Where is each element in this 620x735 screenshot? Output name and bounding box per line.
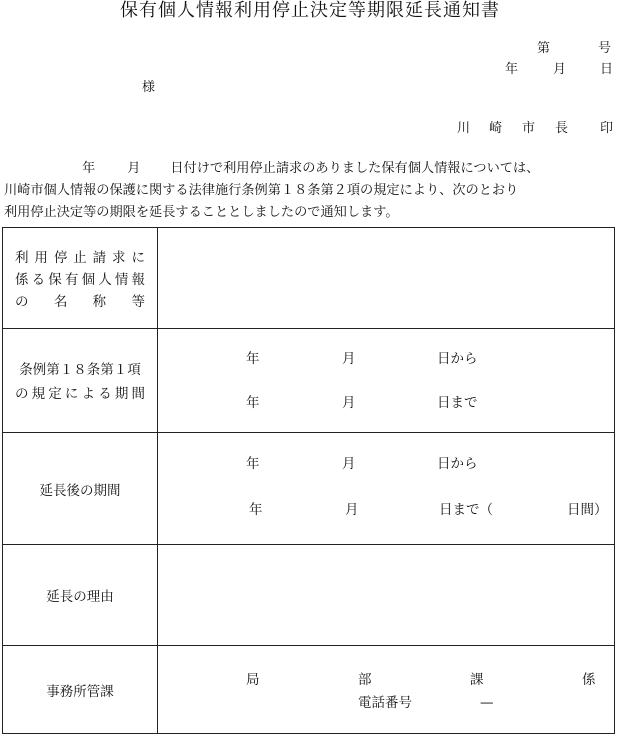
label-char: 利: [15, 250, 29, 266]
extended-to-month: 月: [345, 502, 359, 518]
label-line: [15, 267, 145, 289]
paragraph-line3: 利用停止決定等の期限を延長することとしましたので通知します。: [4, 205, 399, 220]
row-info-name: [3, 228, 615, 329]
label-char: 称: [92, 294, 107, 310]
value-extended-period[interactable]: [158, 433, 615, 545]
label-line: 条例第１８条第１項: [19, 361, 141, 378]
row-office: [3, 646, 615, 734]
label-char: 係: [15, 272, 29, 288]
label-extended-period: 延長後の期間: [3, 433, 158, 545]
label-office: 事務所管課: [3, 646, 158, 734]
extended-days: 日間）: [567, 502, 608, 518]
label-char: 停: [53, 250, 68, 266]
issuer-char: 長: [555, 121, 569, 136]
label-char: に: [64, 385, 79, 402]
office-department: 部: [358, 672, 372, 688]
label-char: 保: [48, 272, 62, 288]
extended-from-year: 年: [246, 456, 260, 472]
label-char: 間: [131, 385, 145, 402]
label-char: 等: [131, 294, 145, 310]
label-char: の: [15, 385, 29, 402]
number-suffix: 号: [598, 41, 612, 56]
label-char: 情: [114, 272, 129, 288]
number-prefix: 第: [537, 41, 551, 56]
date-month-label: 月: [553, 62, 567, 77]
period-to-month: 月: [342, 395, 356, 411]
extended-from-month: 月: [342, 456, 356, 472]
extended-from-day: 日から: [437, 456, 478, 472]
label-char: 止: [73, 250, 87, 266]
label-char: 規: [31, 385, 46, 402]
issuer-char: 川: [457, 121, 471, 136]
paragraph-line1: 日付けで利用停止請求のありました保有個人情報については、: [170, 161, 540, 176]
label-reason: 延長の理由: [3, 545, 158, 646]
label-char: 期: [114, 385, 129, 402]
office-section: 課: [470, 672, 484, 688]
label-char: 有: [64, 272, 79, 288]
label-char: 用: [34, 250, 48, 266]
row-extended-period: [3, 433, 615, 545]
paragraph-line2: 川崎市個人情報の保護に関する法律施行条例第１８条第２項の規定により、次のとおり: [4, 183, 519, 198]
label-char: に: [131, 250, 145, 266]
label-char: よ: [81, 385, 96, 402]
label-ordinance-period: [3, 329, 158, 433]
value-info-name[interactable]: [158, 228, 615, 329]
row-reason: [3, 545, 615, 646]
extended-to-year: 年: [249, 502, 263, 518]
label-char: 請: [92, 250, 107, 266]
label-line: [15, 381, 145, 403]
phone-label: 電話番号: [358, 695, 412, 711]
seal-mark: 印: [600, 121, 614, 136]
issuer-char: 崎: [489, 121, 503, 136]
value-ordinance-period[interactable]: [158, 329, 615, 433]
label-char: る: [98, 385, 112, 402]
period-from-day: 日から: [437, 351, 478, 367]
paragraph-month: 月: [127, 161, 141, 176]
extended-to-day: 日まで（: [439, 502, 493, 518]
notice-paragraph: [4, 158, 616, 224]
issuer-char: 市: [522, 121, 536, 136]
label-line: [15, 289, 145, 311]
label-char: の: [15, 294, 29, 310]
label-char: 求: [112, 250, 126, 266]
period-from-year: 年: [246, 351, 260, 367]
label-char: る: [31, 272, 46, 288]
office-unit: 係: [582, 672, 596, 688]
label-info-name: [3, 228, 158, 329]
row-ordinance-period: [3, 329, 615, 433]
period-to-day: 日まで: [437, 395, 478, 411]
label-char: 人: [98, 272, 112, 288]
phone-dash: —: [480, 695, 494, 711]
document-title: 保有個人情報利用停止決定等期限延長通知書: [120, 0, 500, 21]
addressee-honorific: 様: [142, 80, 156, 95]
value-office[interactable]: [158, 646, 615, 734]
paragraph-year: 年: [82, 161, 96, 176]
label-char: 個: [81, 272, 96, 288]
office-bureau: 局: [246, 672, 260, 688]
date-year-label: 年: [505, 62, 519, 77]
period-from-month: 月: [342, 351, 356, 367]
label-char: 名: [53, 294, 68, 310]
label-line: [15, 245, 145, 267]
period-to-year: 年: [246, 395, 260, 411]
label-char: 報: [131, 272, 145, 288]
date-day-label: 日: [600, 62, 614, 77]
label-char: 定: [48, 385, 62, 402]
extension-form-table: [2, 227, 615, 734]
value-reason[interactable]: [158, 545, 615, 646]
